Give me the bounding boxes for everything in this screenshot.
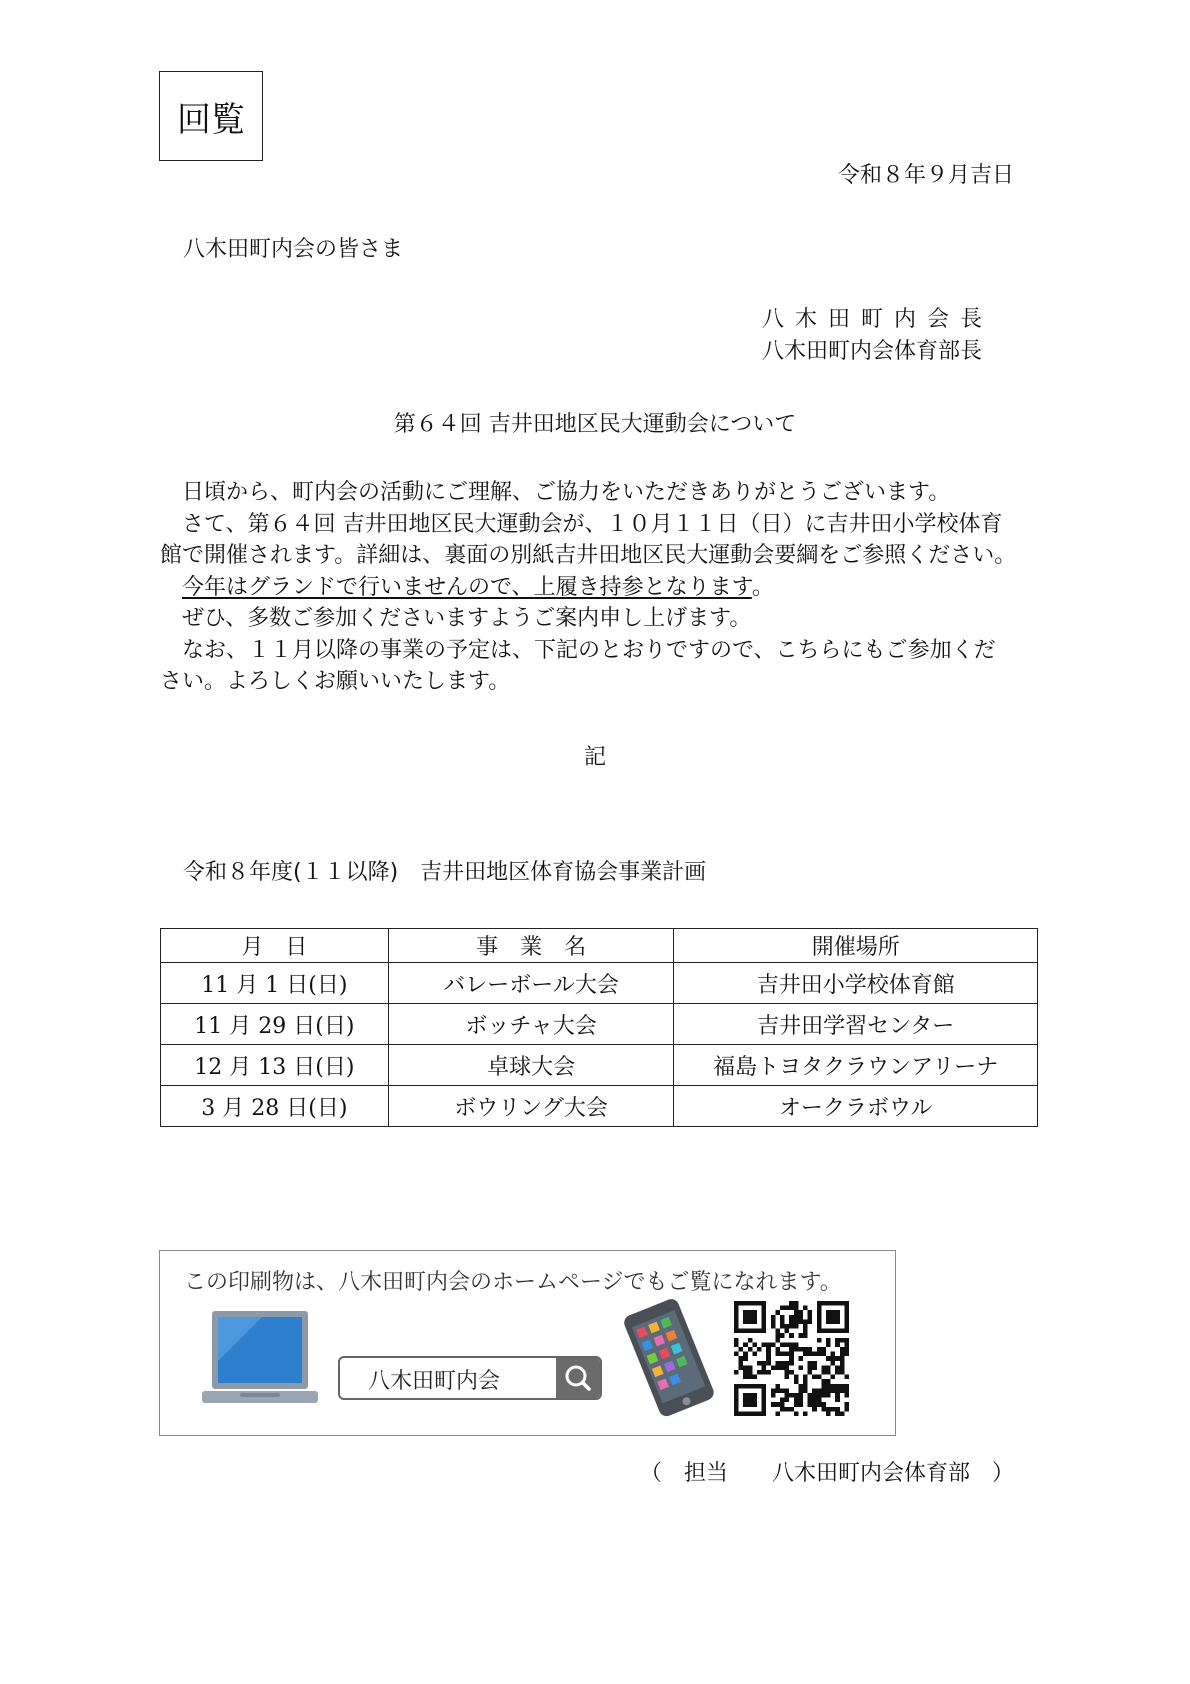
row-date: 3 月 28 日(日) xyxy=(161,1086,389,1127)
table-row xyxy=(161,1004,1038,1045)
promo-text: この印刷物は、八木田町内会のホームページでもご覧になれます。 xyxy=(184,1270,842,1295)
row-event: バレーボール大会 xyxy=(388,963,674,1004)
table-row xyxy=(161,963,1038,1004)
row-venue: オークラボウル xyxy=(674,1086,1038,1127)
laptop-icon xyxy=(202,1309,318,1417)
body-paragraph-2b: 館で開催されます。詳細は、裏面の別紙吉井田地区民大運動会要綱をご参照ください。 xyxy=(160,543,1017,568)
circulation-stamp xyxy=(159,71,263,161)
sender-chairman: 八木田町内会長 xyxy=(762,307,994,332)
row-date: 11 月 29 日(日) xyxy=(161,1004,389,1045)
row-date: 12 月 13 日(日) xyxy=(161,1045,389,1086)
qr-code xyxy=(734,1301,849,1416)
search-bar xyxy=(338,1356,602,1400)
row-date: 11 月 1 日(日) xyxy=(161,963,389,1004)
search-keyword: 八木田町内会 xyxy=(368,1369,501,1394)
header-date: 月 日 xyxy=(161,929,389,963)
sender-block xyxy=(762,304,993,368)
contact-info: （ 担当 八木田町内会体育部 ） xyxy=(640,1461,1015,1486)
body-paragraph-1: 日頃から、町内会の活動にご理解、ご協力をいただきありがとうございます。 xyxy=(182,480,951,505)
row-venue: 吉井田小学校体育館 xyxy=(674,963,1038,1004)
body-paragraph-3 xyxy=(160,572,1040,604)
sender-sports-head: 八木田町内会体育部長 xyxy=(762,339,983,364)
ki-heading: 記 xyxy=(583,745,606,770)
row-venue: 吉井田学習センター xyxy=(674,1004,1038,1045)
table-row xyxy=(161,1086,1038,1127)
table-header-row xyxy=(161,929,1038,963)
body-paragraph-2a: さて、第６４回 吉井田地区民大運動会が、１０月１１日（日）に吉井田小学校体育 xyxy=(182,511,1003,537)
homepage-promo xyxy=(159,1250,896,1436)
notice-period: 。 xyxy=(751,574,774,600)
body-paragraph-5a: なお、１１月以降の事業の予定は、下記のとおりですので、こちらにもご参加くだ xyxy=(182,637,996,663)
table-row xyxy=(161,1045,1038,1086)
recipient: 八木田町内会の皆さま xyxy=(183,237,404,262)
body-text xyxy=(160,477,1040,698)
body-paragraph-5b: さい。よろしくお願いいたします。 xyxy=(160,669,511,694)
circulation-label: 回覧 xyxy=(177,99,245,140)
notice-grounds: 今年はグランドで行いませんので、 xyxy=(182,574,534,600)
search-button xyxy=(556,1358,600,1398)
body-paragraph-4: ぜひ、多数ご参加くださいますようご案内申し上げます。 xyxy=(182,606,752,631)
row-venue: 福島トヨタクラウンアリーナ xyxy=(674,1045,1038,1086)
row-event: ボッチャ大会 xyxy=(388,1004,674,1045)
document-date: 令和８年９月吉日 xyxy=(837,163,1014,188)
document-subject: 第６４回 吉井田地区民大運動会について xyxy=(393,412,797,437)
row-event: 卓球大会 xyxy=(388,1045,674,1086)
notice-indoor-shoes: 上履き持参となります xyxy=(533,574,752,600)
smartphone-icon xyxy=(612,1296,724,1420)
search-icon xyxy=(556,1358,600,1398)
schedule-table xyxy=(160,928,1038,1127)
header-event: 事 業 名 xyxy=(388,929,674,963)
row-event: ボウリング大会 xyxy=(388,1086,674,1127)
header-venue: 開催場所 xyxy=(674,929,1038,963)
plan-title: 令和８年度(１１以降) 吉井田地区体育協会事業計画 xyxy=(183,860,707,885)
